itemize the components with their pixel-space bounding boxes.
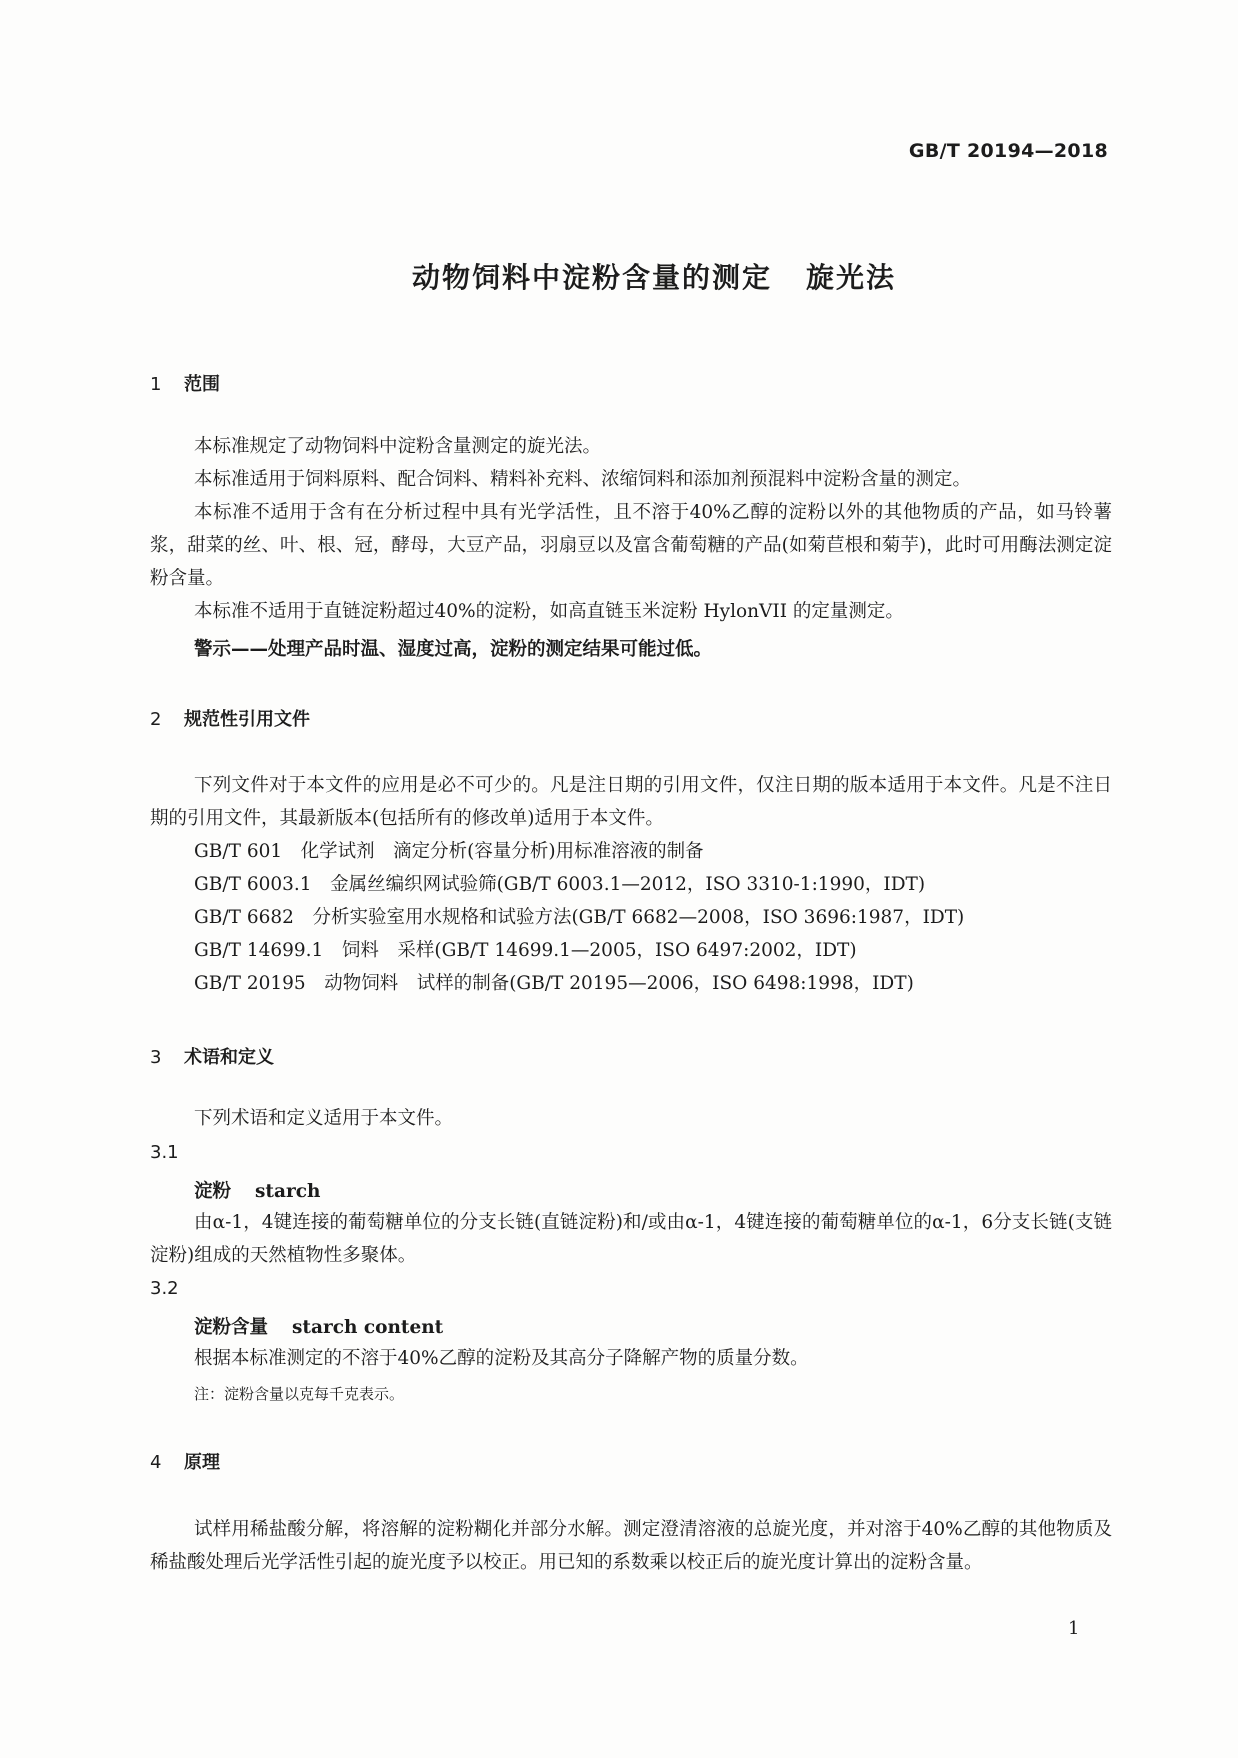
section-4-heading: 4 原理 [150,1452,220,1473]
section-3-intro: 下列术语和定义适用于本文件。 [194,1108,454,1129]
term-heading: 淀粉含量 starch content [194,1317,444,1338]
standard-code: GB/T 20194—2018 [908,140,1108,162]
section-1-heading: 1 范围 [150,374,220,395]
term-heading: 淀粉 starch [194,1181,321,1202]
reference-item: GB/T 6682 分析实验室用水规格和试验方法(GB/T 6682—2008，ISO 3696:1987，IDT) [194,907,965,928]
reference-item: GB/T 20195 动物饲料 试样的制备(GB/T 20195—2006，ISO 6498:1998，IDT) [194,973,914,994]
reference-item: GB/T 6003.1 金属丝编织网试验筛(GB/T 6003.1—2012，ISO 3310-1:1990，IDT) [194,874,926,895]
reference-item: GB/T 601 化学试剂 滴定分析(容量分析)用标准溶液的制备 [194,841,704,862]
section-3-heading: 3 术语和定义 [150,1047,274,1068]
section-1-paragraph: 本标准不适用于含有在分析过程中具有光学活性，且不溶于40%乙醇的淀粉以外的其他物质的产品，如马铃薯浆，甜菜的丝、叶、根、冠，酵母，大豆产品，羽扇豆以及富含葡萄糖的产品(如菊苣根和菊芋)，此时可用酶法测定淀粉含量。 [150,502,1112,589]
reference-item: GB/T 14699.1 饲料 采样(GB/T 14699.1—2005，ISO 6497:2002，IDT) [194,940,857,961]
title-sub: 旋光法 [806,261,897,294]
note-text: 注：淀粉含量以克每千克表示。 [194,1385,405,1403]
section-1-paragraph: 本标准适用于饲料原料、配合饲料、精料补充料、浓缩饲料和添加剂预混料中淀粉含量的测定。 [194,469,972,490]
title-main: 动物饲料中淀粉含量的测定 [411,261,772,294]
section-2-heading: 2 规范性引用文件 [150,709,310,730]
term-number: 3.2 [150,1278,179,1299]
term-number: 3.1 [150,1142,179,1163]
page-number: 1 [1068,1618,1080,1639]
term-definition: 根据本标准测定的不溶于40%乙醇的淀粉及其高分子降解产物的质量分数。 [194,1348,809,1369]
section-2-intro: 下列文件对于本文件的应用是必不可少的。凡是注日期的引用文件，仅注日期的版本适用于本文件。凡是不注日期的引用文件，其最新版本(包括所有的修改单)适用于本文件。 [150,775,1112,829]
document-title [0,256,1238,296]
term-definition: 由α-1，4键连接的葡萄糖单位的分支长链(直链淀粉)和/或由α-1，4键连接的葡萄糖单位的α-1，6分支长链(支链淀粉)组成的天然植物性多聚体。 [150,1212,1112,1266]
section-4-text: 试样用稀盐酸分解，将溶解的淀粉糊化并部分水解。测定澄清溶液的总旋光度，并对溶于40%乙醇的其他物质及稀盐酸处理后光学活性引起的旋光度予以校正。用已知的系数乘以校正后的旋光度计算出的淀粉含量。 [150,1519,1112,1573]
section-1-paragraph: 本标准规定了动物饲料中淀粉含量测定的旋光法。 [194,436,602,457]
section-1-paragraph: 本标准不适用于直链淀粉超过40%的淀粉，如高直链玉米淀粉 HylonVII 的定量测定。 [194,601,904,622]
warning-text: 警示——处理产品时温、湿度过高，淀粉的测定结果可能过低。 [194,639,713,660]
